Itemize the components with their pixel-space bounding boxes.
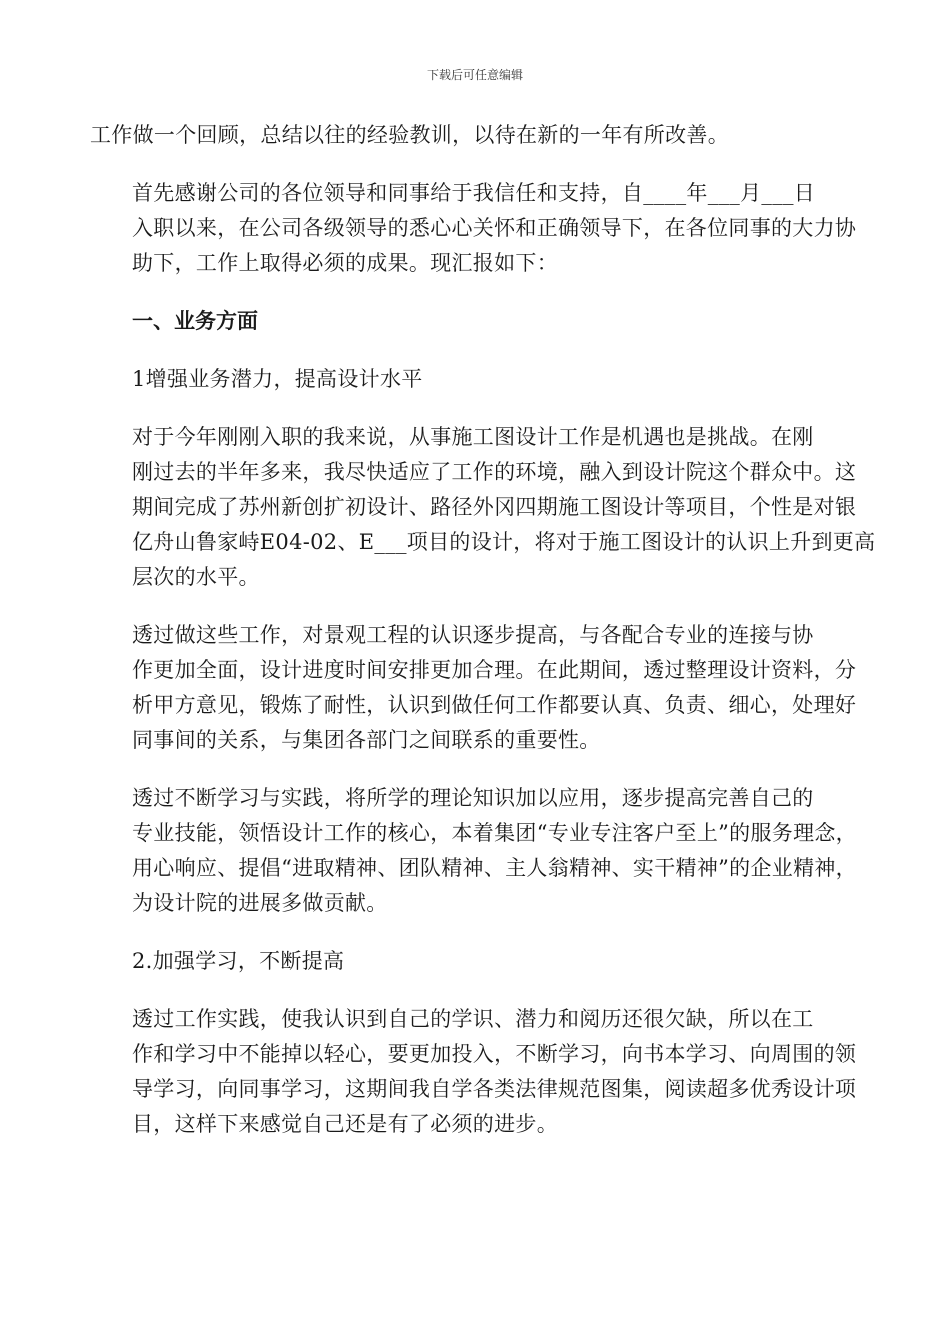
paragraph-line: 1增强业务潜力，提高设计水平 — [132, 367, 423, 391]
paragraph-line: 工作做一个回顾，总结以往的经验教训，以待在新的一年有所改善。 — [90, 123, 729, 147]
paragraph-line: 析甲方意见，锻炼了耐性，认识到做任何工作都要认真、负责、细心，处理好 — [132, 693, 857, 717]
paragraph-line: 透过不断学习与实践，将所学的理论知识加以应用，逐步提高完善自己的 — [132, 786, 814, 810]
body-paragraph — [90, 362, 860, 397]
body-paragraph — [90, 781, 860, 921]
paragraph-line: 层次的水平。 — [132, 565, 260, 589]
paragraph-line: 同事间的关系，与集团各部门之间联系的重要性。 — [132, 728, 601, 752]
paragraph-line: 透过做这些工作，对景观工程的认识逐步提高，与各配合专业的连接与协 — [132, 623, 814, 647]
paragraph-line: 专业技能，领悟设计工作的核心，本着集团“专业专注客户至上”的服务理念， — [132, 821, 857, 845]
paragraph-line: 首先感谢公司的各位领导和同事给于我信任和支持，自____年___月___日 — [132, 181, 816, 205]
paragraph-line: 作更加全面，设计进度时间安排更加合理。在此期间，透过整理设计资料，分 — [132, 658, 857, 682]
body-paragraph — [90, 176, 860, 281]
paragraph-line: 用心响应、提倡“进取精神、团队精神、主人翁精神、实干精神”的企业精神， — [132, 856, 857, 880]
paragraph-line: 作和学习中不能掉以轻心，要更加投入，不断学习，向书本学习、向周围的领 — [132, 1042, 857, 1066]
section-heading — [90, 304, 860, 339]
body-paragraph — [90, 420, 876, 595]
document-body — [90, 118, 876, 1165]
paragraph-line: 透过工作实践，使我认识到自己的学识、潜力和阅历还很欠缺，所以在工 — [132, 1007, 814, 1031]
body-paragraph — [90, 118, 860, 153]
paragraph-line: 对于今年刚刚入职的我来说，从事施工图设计工作是机遇也是挑战。在刚 — [132, 425, 814, 449]
paragraph-line: 入职以来，在公司各级领导的悉心心关怀和正确领导下，在各位同事的大力协 — [132, 216, 857, 240]
paragraph-line: 导学习，向同事学习，这期间我自学各类法律规范图集，阅读超多优秀设计项 — [132, 1077, 857, 1101]
paragraph-line: 为设计院的进展多做贡献。 — [132, 891, 388, 915]
paragraph-line: 一、业务方面 — [132, 309, 258, 333]
paragraph-line: 期间完成了苏州新创扩初设计、路径外冈四期施工图设计等项目，个性是对银 — [132, 495, 857, 519]
body-paragraph — [90, 618, 860, 758]
body-paragraph — [90, 944, 860, 979]
paragraph-line: 亿舟山鲁家峙E04-02、E___项目的设计，将对于施工图设计的认识上升到更高 — [132, 530, 876, 554]
paragraph-line: 助下，工作上取得必须的成果。现汇报如下： — [132, 251, 558, 275]
paragraph-line: 2.加强学习，不断提高 — [132, 949, 345, 973]
body-paragraph — [90, 1002, 860, 1142]
paragraph-line: 目，这样下来感觉自己还是有了必须的进步。 — [132, 1112, 558, 1136]
paragraph-line: 刚过去的半年多来，我尽快适应了工作的环境，融入到设计院这个群众中。这 — [132, 460, 857, 484]
page-header-note: 下载后可任意编辑 — [426, 68, 523, 82]
